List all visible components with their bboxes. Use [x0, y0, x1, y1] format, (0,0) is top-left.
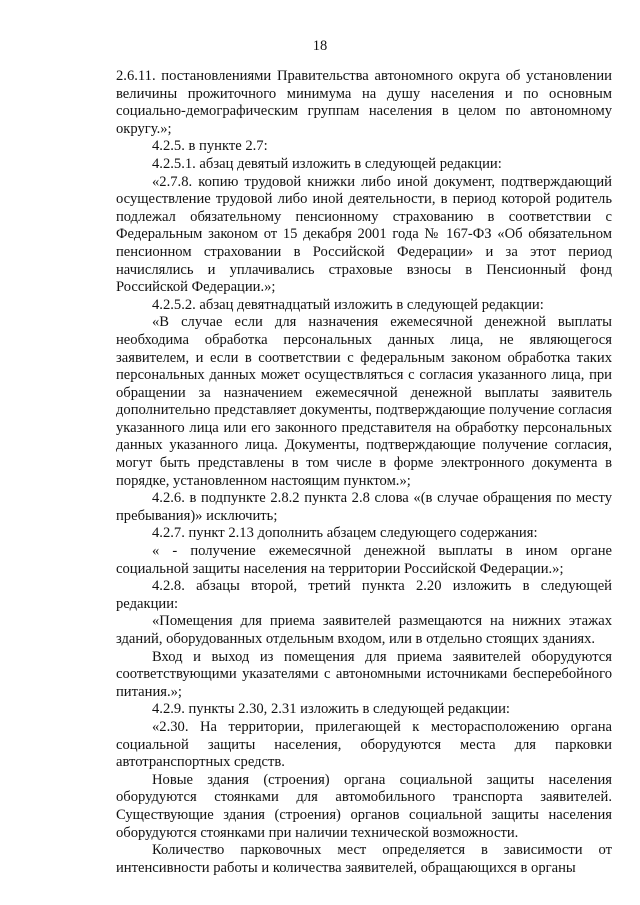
- paragraph-4-2-7: 4.2.7. пункт 2.13 дополнить абзацем следующего содержания:: [152, 525, 538, 542]
- paragraph-2-6-11: 2.6.11. постановлениями Правительства автономного округа об установлении величины прожиточного минимума на душу населения и по основным социально-демографическим группам населения в целом по автономному округу.»;: [116, 68, 612, 137]
- paragraph-4-2-5-1: 4.2.5.1. абзац девятый изложить в следующей редакции:: [152, 155, 502, 172]
- paragraph-4-2-8: 4.2.8. абзацы второй, третий пункта 2.20 изложить в следующей редакции:: [116, 578, 612, 612]
- paragraph-parking-count: Количество парковочных мест определяется в зависимости от интенсивности работы и количества заявителей, обращающихся в органы: [116, 842, 612, 876]
- paragraph-4-2-6: 4.2.6. в подпункте 2.8.2 пункта 2.8 слова «(в случае обращения по месту пребывания)» исключить;: [116, 490, 612, 524]
- paragraph-payment-other-body: « - получение ежемесячной денежной выплаты в ином органе социальной защиты населения на территории Российской Федерации.»;: [116, 543, 612, 577]
- paragraph-4-2-5-2: 4.2.5.2. абзац девятнадцатый изложить в следующей редакции:: [152, 296, 544, 313]
- paragraph-entrance-exit: Вход и выход из помещения для приема заявителей оборудуются соответствующими указателями с автономными источниками бесперебойного питания.»;: [116, 648, 612, 700]
- paragraph-4-2-9: 4.2.9. пункты 2.30, 2.31 изложить в следующей редакции:: [152, 701, 510, 718]
- paragraph-4-2-5: 4.2.5. в пункте 2.7:: [152, 138, 268, 155]
- paragraph-premises: «Помещения для приема заявителей размещаются на нижних этажах зданий, оборудованных отдельным входом, или в отдельно стоящих зданиях.: [116, 613, 612, 647]
- document-body: [116, 68, 612, 877]
- page-number: 18: [312, 38, 328, 54]
- paragraph-personal-data: «В случае если для назначения ежемесячной денежной выплаты необходима обработка персональных данных лица, не являющегося заявителем, и если в соответствии с федеральным законом обработка таких персональных данных может осуществляться с согласия указанного лица, при обращении за назначением ежемесячной денежной выплаты заявитель дополнительно представляет документы, подтверждающие получение согласия указанного лица или его законного представителя на обработку персональных данных указанного лица. Документы, подтверждающие получение согласия, могут быть представлены в том числе в форме электронного документа в порядке, установленном настоящим пунктом.»;: [116, 314, 612, 489]
- paragraph-new-buildings: Новые здания (строения) органа социальной защиты населения оборудуются стоянками для автомобильного транспорта заявителей. Существующие здания (строения) органов социальной защиты населения оборудуются стоянками при наличии технической возможности.: [116, 771, 612, 841]
- paragraph-2-7-8: «2.7.8. копию трудовой книжки либо иной документ, подтверждающий осуществление трудовой либо иной деятельности, в период которой родитель подлежал обязательному пенсионному страхованию в соответствии с Федеральным законом от 15 декабря 2001 года № 167-ФЗ «Об обязательном пенсионном страховании в Российской Федерации» и за этот период начислялись и уплачивались страховые взносы в Пенсионный фонд Российской Федерации.»;: [116, 173, 612, 296]
- paragraph-2-30: «2.30. На территории, прилегающей к месторасположению органа социальной защиты населения, оборудуются места для парковки автотранспортных средств.: [116, 718, 612, 771]
